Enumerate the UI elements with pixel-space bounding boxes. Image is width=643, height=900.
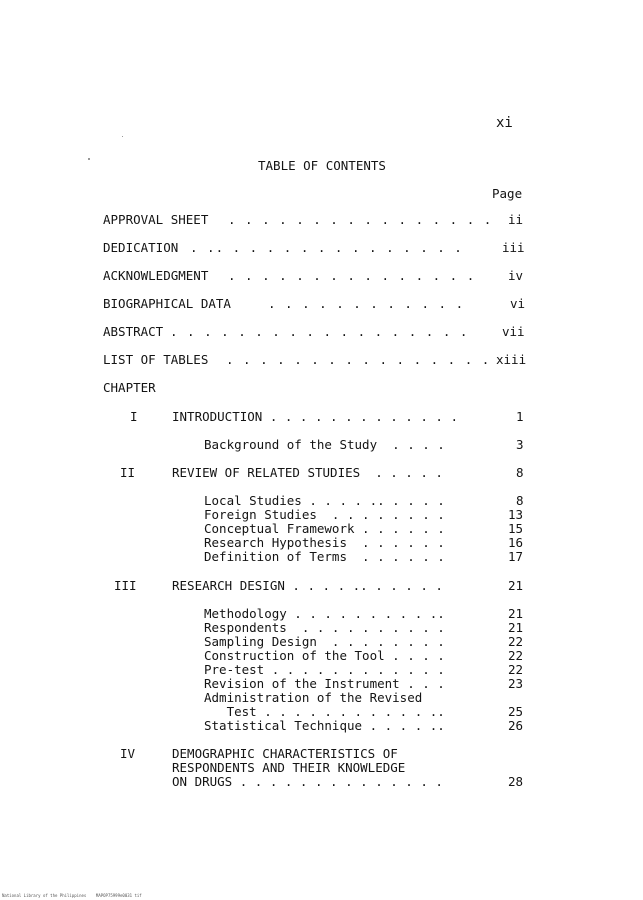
chapter-page: 21 — [508, 578, 524, 593]
section-entry: Local Studies . . . . .. . . . . — [204, 493, 445, 508]
section-entry: Research Hypothesis . . . . . . — [204, 535, 445, 550]
chapter-numeral: II — [120, 465, 136, 480]
toc-entry-page: iii — [502, 240, 525, 255]
section-entry: Foreign Studies . . . . . . . . — [204, 507, 445, 522]
section-entry: Conceptual Framework . . . . . . — [204, 521, 445, 536]
toc-title: TABLE OF CONTENTS — [258, 158, 386, 173]
section-entry: Test . . . . . . . . . . . .. — [204, 704, 445, 719]
section-page: 13 — [508, 507, 524, 522]
chapter-title: REVIEW OF RELATED STUDIES . . . . . — [172, 465, 443, 480]
section-entry: Sampling Design . . . . . . . . — [204, 634, 445, 649]
chapter-title: INTRODUCTION . . . . . . . . . . . . . — [172, 409, 458, 424]
toc-entry-page: xiii — [496, 352, 527, 367]
chapter-page: 1 — [516, 409, 524, 424]
section-entry: Pre-test . . . . . . . . . . . . — [204, 662, 445, 677]
toc-entry-page: iv — [508, 268, 524, 283]
section-page: 8 — [516, 493, 524, 508]
chapter-header: CHAPTER — [103, 380, 156, 395]
toc-entry-label: BIOGRAPHICAL DATA — [103, 296, 231, 311]
section-page: 22 — [508, 662, 524, 677]
section-page: 16 — [508, 535, 524, 550]
section-page: 23 — [508, 676, 524, 691]
chapter-numeral: III — [114, 578, 137, 593]
toc-entry-label: ABSTRACT — [103, 324, 164, 339]
chapter-title-line: RESPONDENTS AND THEIR KNOWLEDGE — [172, 760, 406, 775]
section-entry: Definition of Terms . . . . . . — [204, 549, 445, 564]
section-page: 21 — [508, 620, 524, 635]
toc-entry-leader: . . . . . . . . . . . . — [268, 296, 465, 311]
toc-entry-leader: . . . . . . . . . . . . . . . . . . — [170, 324, 469, 339]
section-page: 22 — [508, 648, 524, 663]
chapter-page: 8 — [516, 465, 524, 480]
section-page: 15 — [508, 521, 524, 536]
section-entry: Respondents . . . . . . . . . . — [204, 620, 445, 635]
chapter-numeral: I — [130, 409, 138, 424]
toc-entry-page: vii — [502, 324, 525, 339]
chapter-title-line: ON DRUGS . . . . . . . . . . . . . . — [172, 774, 443, 789]
section-page: 21 — [508, 606, 524, 621]
page-column-header: Page — [492, 186, 523, 201]
section-page: 3 — [516, 437, 524, 452]
section-page: 26 — [508, 718, 524, 733]
section-page: 22 — [508, 634, 524, 649]
section-entry: Background of the Study . . . . — [204, 437, 445, 452]
scan-footer: National Library of the Philippines MAPOP75999e0031 tif — [2, 893, 142, 898]
toc-entry-leader: . . . . . . . . . . . . . . . . — [228, 212, 493, 227]
toc-entry-leader: . .. . . . . . . . . . . . . . . — [190, 240, 463, 255]
section-entry: Construction of the Tool . . . . — [204, 648, 445, 663]
chapter-numeral: IV — [120, 746, 136, 761]
toc-entry-leader: . . . . . . . . . . . . . . . . — [226, 352, 491, 367]
section-page: 17 — [508, 549, 524, 564]
toc-entry-label: ACKNOWLEDGMENT — [103, 268, 209, 283]
section-entry: Revision of the Instrument . . . — [204, 676, 445, 691]
chapter-title: RESEARCH DESIGN . . . . .. . . . . . — [172, 578, 443, 593]
section-entry: Statistical Technique . . . . .. — [204, 718, 445, 733]
toc-entry-label: LIST OF TABLES — [103, 352, 209, 367]
section-page: 25 — [508, 704, 524, 719]
toc-entry-leader: . . . . . . . . . . . . . . . — [228, 268, 476, 283]
toc-entry-label: APPROVAL SHEET — [103, 212, 209, 227]
toc-entry-page: ii — [508, 212, 524, 227]
chapter-title-line: DEMOGRAPHIC CHARACTERISTICS OF — [172, 746, 398, 761]
page-number: xi — [496, 115, 513, 131]
section-entry: Administration of the Revised — [204, 690, 423, 705]
chapter-page: 28 — [508, 774, 524, 789]
toc-entry-label: DEDICATION — [103, 240, 179, 255]
toc-entry-page: vi — [510, 296, 526, 311]
section-entry: Methodology . . . . . . . . . .. — [204, 606, 445, 621]
